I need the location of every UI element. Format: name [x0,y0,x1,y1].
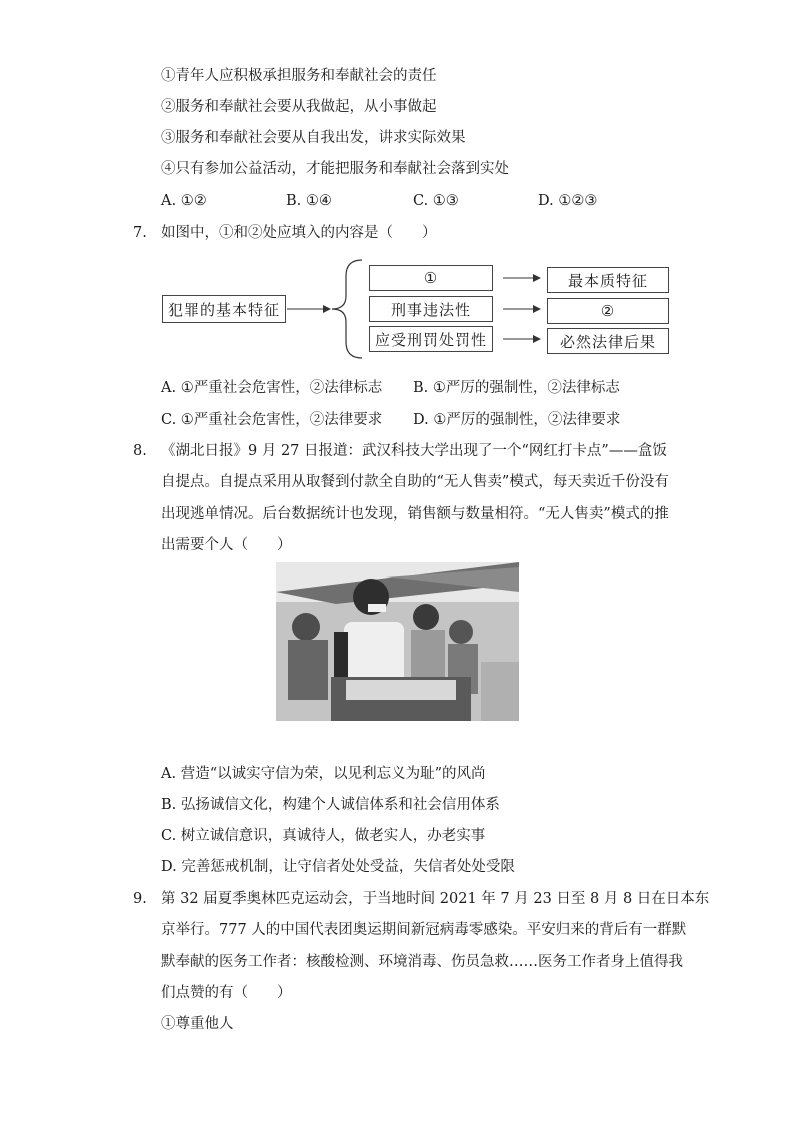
q8-option-d[interactable]: D. 完善惩戒机制，让守信者处处受益，失信者处处受限 [161,859,515,875]
q6-option-c[interactable]: C. ①③ [413,193,459,209]
q9-stem-line-4: 们点赞的有（ ） [161,985,292,1001]
diagram-right-box-1: 最本质特征 [547,267,669,293]
q7-stem: 如图中，①和②处应填入的内容是（ ） [161,225,437,241]
q8-stem-line-4: 出需要个人（ ） [161,537,292,553]
q6-statement-4: ④只有参加公益活动，才能把服务和奉献社会落到实处 [161,161,509,177]
q6-statement-2: ②服务和奉献社会要从我做起，从小事做起 [161,99,437,115]
q6-statement-3: ③服务和奉献社会要从自我出发，讲求实际效果 [161,130,466,146]
q6-option-b[interactable]: B. ①④ [286,193,332,209]
q8-photo [276,562,519,721]
q8-option-b[interactable]: B. 弘扬诚信文化，构建个人诚信体系和社会信用体系 [161,797,500,813]
diagram-middle-box-2: 刑事违法性 [369,296,493,322]
q8-number: 8. [133,443,147,459]
q9-statement-1: ①尊重他人 [161,1016,234,1032]
q7-option-c[interactable]: C. ①严重社会危害性，②法律要求 [161,412,383,428]
diagram-right-box-3: 必然法律后果 [547,328,669,354]
diagram-connectors [0,0,794,380]
photo-students-buying-lunch [276,562,519,721]
q9-stem-line-3: 默奉献的医务工作者：核酸检测、环境消毒、伤员急救……医务工作者身上值得我 [161,954,683,970]
q7-option-d[interactable]: D. ①严厉的强制性，②法律要求 [413,412,621,428]
diagram-middle-box-3: 应受刑罚处罚性 [369,326,493,352]
q7-option-b[interactable]: B. ①严厉的强制性，②法律标志 [413,380,620,396]
q8-stem-line-3: 出现逃单情况。后台数据统计也发现，销售额与数量相符。“无人售卖”模式的推 [161,506,669,522]
q8-stem-line-2: 自提点。自提点采用从取餐到付款全自助的“无人售卖”模式，每天卖近千份没有 [161,474,669,490]
q6-statement-1: ①青年人应积极承担服务和奉献社会的责任 [161,68,437,84]
q9-number: 9. [133,891,147,907]
diagram-right-box-2: ② [547,298,669,324]
diagram-root-box: 犯罪的基本特征 [162,295,286,323]
q6-option-a[interactable]: A. ①② [161,193,207,209]
q7-option-a[interactable]: A. ①严重社会危害性，②法律标志 [161,380,383,396]
q9-stem-line-2: 京举行。777 人的中国代表团奥运期间新冠病毒零感染。平安归来的背后有一群默 [161,922,687,938]
q8-stem-line-1: 《湖北日报》9 月 27 日报道：武汉科技大学出现了一个“网红打卡点”——盒饭 [161,443,667,459]
diagram-middle-box-1: ① [369,265,493,291]
q6-option-d[interactable]: D. ①②③ [538,193,598,209]
q8-option-a[interactable]: A. 营造“以诚实守信为荣，以见利忘义为耻”的风尚 [161,766,486,782]
q8-option-c[interactable]: C. 树立诚信意识，真诚待人，做老实人，办老实事 [161,828,486,844]
q7-number: 7. [133,225,147,241]
q9-stem-line-1: 第 32 届夏季奥林匹克运动会，于当地时间 2021 年 7 月 23 日至 8 月 8 日在日本东 [161,891,710,907]
brace [332,260,362,358]
